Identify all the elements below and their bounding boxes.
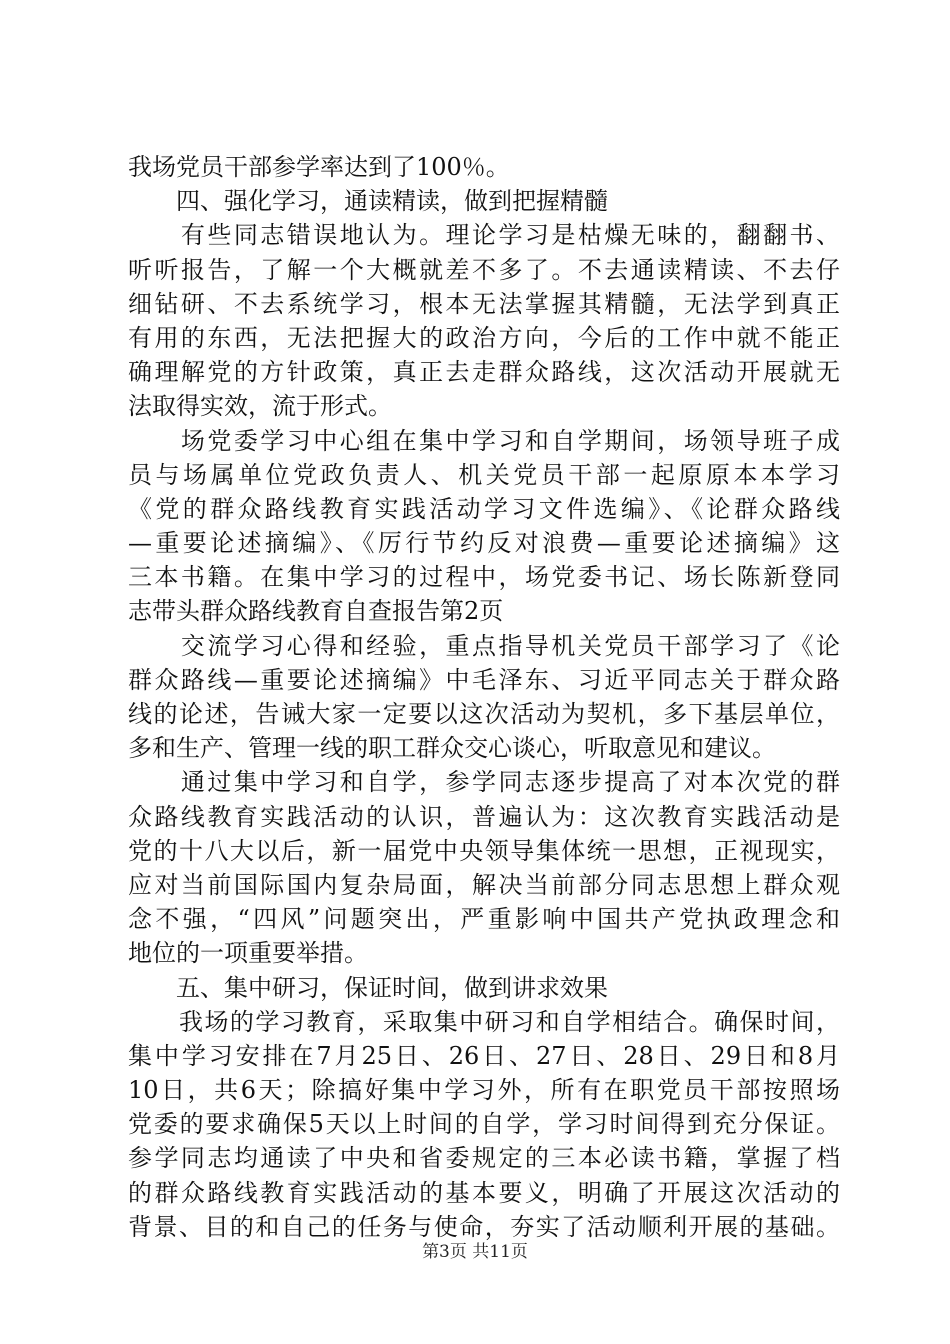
text-line: 细钻研、不去系统学习，根本无法掌握其精髓，无法学到真正 [128,289,840,318]
text-line: 地位的一项重要举措。 [128,939,368,968]
text-line: 10日，共6天；除搞好集中学习外，所有在职党员干部按照场 [128,1076,840,1105]
text-line: 确理解党的方针政策，真正去走群众路线，这次活动开展就无 [128,358,840,387]
text-line: 四、强化学习，通读精读，做到把握精髓 [128,187,608,216]
text-line: 五、集中研习，保证时间，做到讲求效果 [128,973,608,1002]
text-line: 念不强，“四风”问题突出，严重影响中国共产党执政理念和 [128,905,840,934]
text-line: —重要论述摘编》、《厉行节约反对浪费—重要论述摘编》这 [128,529,840,558]
text-line: 群众路线—重要论述摘编》中毛泽东、习近平同志关于群众路 [128,665,840,694]
text-line: 参学同志均通读了中央和省委规定的三本必读书籍，掌握了档 [128,1144,840,1173]
text-line: 三本书籍。在集中学习的过程中，场党委书记、场长陈新登同 [128,563,840,592]
page-footer: 第3页 共11页 [422,1242,528,1262]
text-line: 应对当前国际国内复杂局面，解决当前部分同志思想上群众观 [128,870,840,899]
text-line: 我场党员干部参学率达到了100％。 [128,153,510,181]
text-line: 《党的群众路线教育实践活动学习文件选编》、《论群众路线 [128,494,840,523]
text-line: 的群众路线教育实践活动的基本要义，明确了开展这次活动的 [128,1178,840,1207]
text-line: 交流学习心得和经验，重点指导机关党员干部学习了《论 [128,631,840,660]
text-line: 众路线教育实践活动的认识，普遍认为：这次教育实践活动是 [128,802,840,831]
text-line: 线的论述，告诫大家一定要以这次活动为契机，多下基层单位， [128,700,840,728]
text-line: 集中学习安排在7月25日、26日、27日、28日、29日和8月 [128,1041,840,1070]
text-line: 法取得实效，流于形式。 [128,392,392,421]
text-line: 有些同志错误地认为。理论学习是枯燥无味的，翻翻书、 [128,221,840,250]
text-line: 有用的东西，无法把握大的政治方向，今后的工作中就不能正 [128,323,840,352]
text-line: 通过集中学习和自学，参学同志逐步提高了对本次党的群 [128,768,840,797]
text-line: 员与场属单位党政负责人、机关党员干部一起原原本本学习 [128,460,840,489]
text-line: 多和生产、管理一线的职工群众交心谈心，听取意见和建议。 [128,734,776,763]
text-line: 志带头群众路线教育自查报告第2页 [128,597,504,626]
text-line: 我场的学习教育，采取集中研习和自学相结合。确保时间， [128,1007,840,1036]
text-line: 背景、目的和自己的任务与使命，夯实了活动顺利开展的基础。 [128,1212,840,1241]
text-line: 党的十八大以后，新一届党中央领导集体统一思想，正视现实， [128,836,840,865]
text-line: 场党委学习中心组在集中学习和自学期间，场领导班子成 [128,426,840,455]
document-body [128,150,840,1244]
text-line: 党委的要求确保5天以上时间的自学，学习时间得到充分保证。 [128,1110,840,1139]
text-line: 听听报告，了解一个大概就差不多了。不去通读精读、不去仔 [128,255,840,284]
